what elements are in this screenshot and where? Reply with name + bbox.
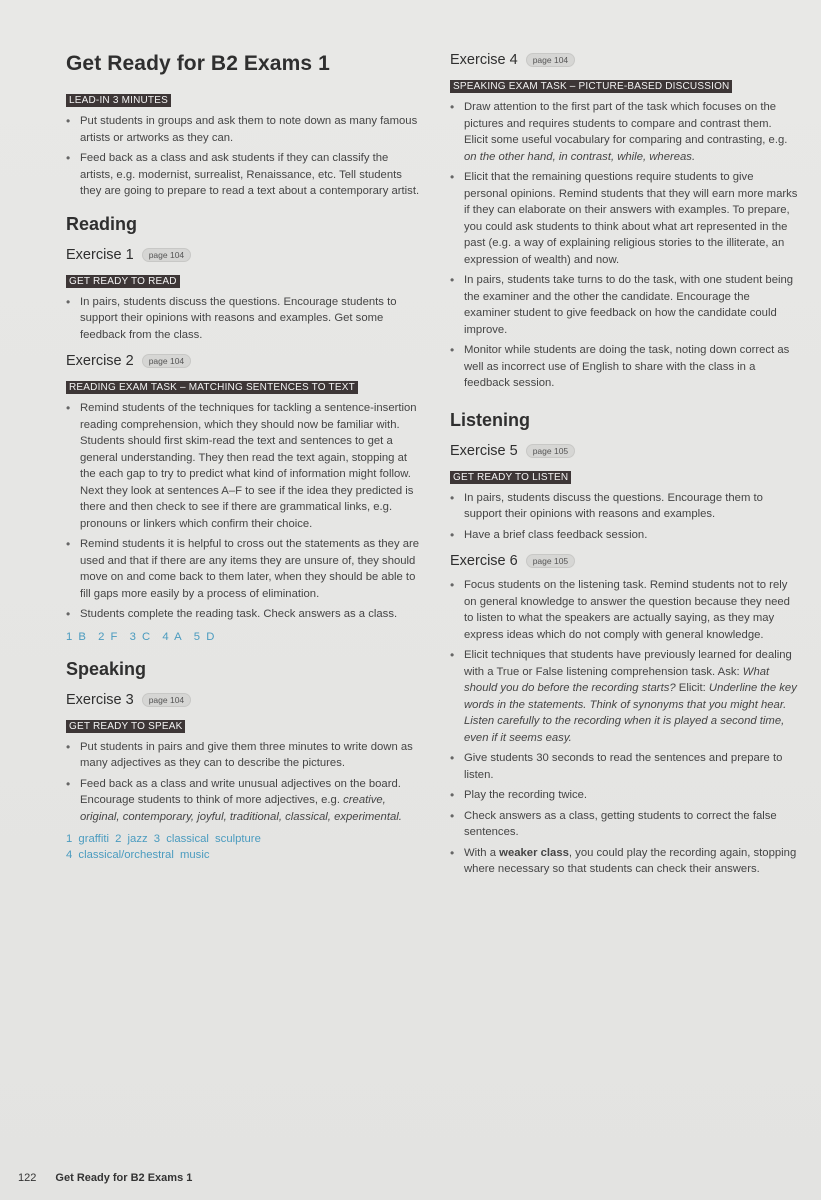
lead-in-list: [62, 113, 420, 200]
exercise-title: Exercise 5: [450, 442, 518, 459]
list-item: [446, 845, 798, 878]
page-badge: page 104: [142, 354, 191, 368]
answer: 4 A: [162, 630, 182, 643]
exercise-title: Exercise 1: [66, 246, 134, 263]
exercise-title: Exercise 6: [450, 553, 518, 569]
exercise-5-list: [446, 490, 798, 544]
list-item: • In pairs, students take turns to do the task, with one student being the examiner and the other the candidate. Encourage the examiner student to give feedback on how the candidate could improve.: [446, 272, 798, 338]
exercise-6-heading: [450, 553, 798, 569]
exercise-3-heading: [66, 692, 420, 708]
task-label: SPEAKING EXAM TASK – PICTURE-BASED DISCUSSION: [450, 80, 732, 93]
list-item: • Play the recording twice.: [446, 787, 798, 804]
page-badge: page 104: [526, 53, 575, 67]
list-item: • Remind students it is helpful to cross out the statements as they are used and that if there are any items they are unsure of, they should move on and come back to them later, when they should be able to fill gaps more easily by a process of elimination.: [62, 536, 420, 602]
page-badge: page 105: [526, 554, 575, 568]
list-item: • In pairs, students discuss the questions. Encourage students to support their opinions with reasons and examples. Get some feedback from the class.: [62, 294, 420, 344]
page-title: Get Ready for B2 Exams 1: [66, 52, 330, 75]
item-text: , you could play the recording again, stopping where necessary so that students can check their answers.: [464, 846, 797, 875]
list-item: • Check answers as a class, getting students to correct the false sentences.: [446, 808, 798, 841]
item-examples: creative, original, contemporary, joyful, traditional, classical, experimental.: [80, 794, 402, 823]
list-item: [446, 99, 798, 165]
item-text: Elicit techniques that students have previously learned for dealing with a True or False listening comprehension task. Ask:: [464, 649, 792, 678]
list-item: • Put students in pairs and give them three minutes to write down as many adjectives as they can to describe the pictures.: [62, 739, 420, 772]
page-badge: page 105: [526, 444, 575, 458]
exercise-3-answers: [66, 831, 420, 863]
list-item: • Remind students of the techniques for tackling a sentence-insertion reading comprehension, which they should now be familiar with. Students should first skim-read the text and sentences to get a general understanding. They then read the text again, stopping at the each gap to try to predict what kind of information might follow. Next they look at sentences A–F to see if the idea they predicted is there and then check to see if there are grammatical links, e.g. pronouns or linkers which confirm their choice.: [62, 400, 420, 532]
exercise-title: Exercise 2: [66, 353, 134, 369]
list-item: • Have a brief class feedback session.: [446, 527, 798, 544]
list-item: • In pairs, students discuss the questions. Encourage them to support their opinions with reasons and examples.: [446, 490, 798, 523]
page-badge: page 104: [142, 693, 191, 707]
section-heading-listening: Listening: [450, 409, 530, 430]
list-item: • Put students in groups and ask them to note down as many famous artists or artworks as they can.: [62, 113, 420, 146]
exercise-2-list: [62, 400, 420, 623]
item-text: With a: [464, 846, 497, 859]
exercise-1-heading: [66, 247, 420, 263]
exercise-6-list: [446, 577, 798, 878]
right-column: [446, 52, 798, 884]
task-label: GET READY TO READ: [66, 275, 180, 288]
exercise-4-heading: [450, 52, 798, 68]
item-text: Feed back as a class and write unusual adjectives on the board. Encourage students to think of more adjectives, e.g.: [80, 777, 401, 806]
answer-line: 4 classical/orchestral music: [66, 849, 210, 861]
answer: 3 C: [129, 630, 151, 643]
exercise-3-list: [62, 739, 420, 826]
list-item: • Focus students on the listening task. Remind students not to rely on general knowledge to answer the question because they need to listen to what the speakers are actually saying, as they may express ideas which do not comply with general knowledge.: [446, 577, 798, 643]
item-text: Elicit:: [678, 682, 706, 694]
lead-in-label: LEAD-IN 3 MINUTES: [66, 94, 171, 107]
exercise-2-heading: [66, 353, 420, 369]
item-emphasis: weaker class: [499, 846, 569, 859]
exercise-2-answers: [66, 629, 420, 645]
item-text: Draw attention to the first part of the task which focuses on the pictures and requires students to compare and contrast them. Elicit some useful vocabulary for comparing and contrasting, e.g.: [464, 101, 788, 146]
task-label: GET READY TO SPEAK: [66, 720, 185, 733]
list-item: • Give students 30 seconds to read the sentences and prepare to listen.: [446, 750, 798, 783]
answer-line: 1 graffiti 2 jazz 3 classical sculpture: [66, 833, 261, 845]
answer: 5 D: [193, 630, 215, 643]
answer: 1 B: [66, 630, 86, 643]
page-number: 122: [18, 1172, 37, 1184]
list-item: • Feed back as a class and ask students if they can classify the artists, e.g. modernist, surrealist, Renaissance, etc. Tell students they are going to prepare to read a text about a contemporary artist.: [62, 150, 420, 200]
exercise-4-list: [446, 99, 798, 392]
list-item: • Elicit that the remaining questions require students to give personal opinions. Remind students that they will earn more marks if they can elaborate on their answers with examples. To prepare, you could ask students to think about what art represented in the past (e.g. a way of explaining religious stories to the illiterate, an expression of wealth) and now.: [446, 169, 798, 268]
left-column: [62, 52, 420, 867]
exercise-title: Exercise 3: [66, 691, 134, 708]
page-footer: [18, 1172, 192, 1184]
section-heading-reading: Reading: [66, 213, 138, 234]
footer-title: Get Ready for B2 Exams 1: [55, 1172, 193, 1184]
list-item: • Monitor while students are doing the task, noting down correct as well as incorrect use of English to share with the class in a feedback session.: [446, 342, 798, 392]
task-label: READING EXAM TASK – MATCHING SENTENCES TO TEXT: [66, 381, 358, 394]
exercise-title: Exercise 4: [450, 52, 518, 68]
section-heading-speaking: Speaking: [66, 658, 147, 679]
item-answer: Underline the key words in the statements. Think of synonyms that you might hear. Listen carefully to the recording when it is played a second time, even if it seems easy.: [464, 682, 797, 744]
list-item: [446, 647, 798, 746]
item-question: What should you do before the recording starts?: [464, 665, 770, 694]
answer: 2 F: [98, 630, 118, 643]
exercise-1-list: [62, 294, 420, 344]
task-label: GET READY TO LISTEN: [450, 471, 571, 484]
exercise-5-heading: [450, 443, 798, 459]
list-item: [62, 776, 420, 826]
item-examples: on the other hand, in contrast, while, whereas.: [464, 150, 696, 163]
list-item: • Students complete the reading task. Check answers as a class.: [62, 606, 420, 623]
page-badge: page 104: [142, 248, 191, 262]
